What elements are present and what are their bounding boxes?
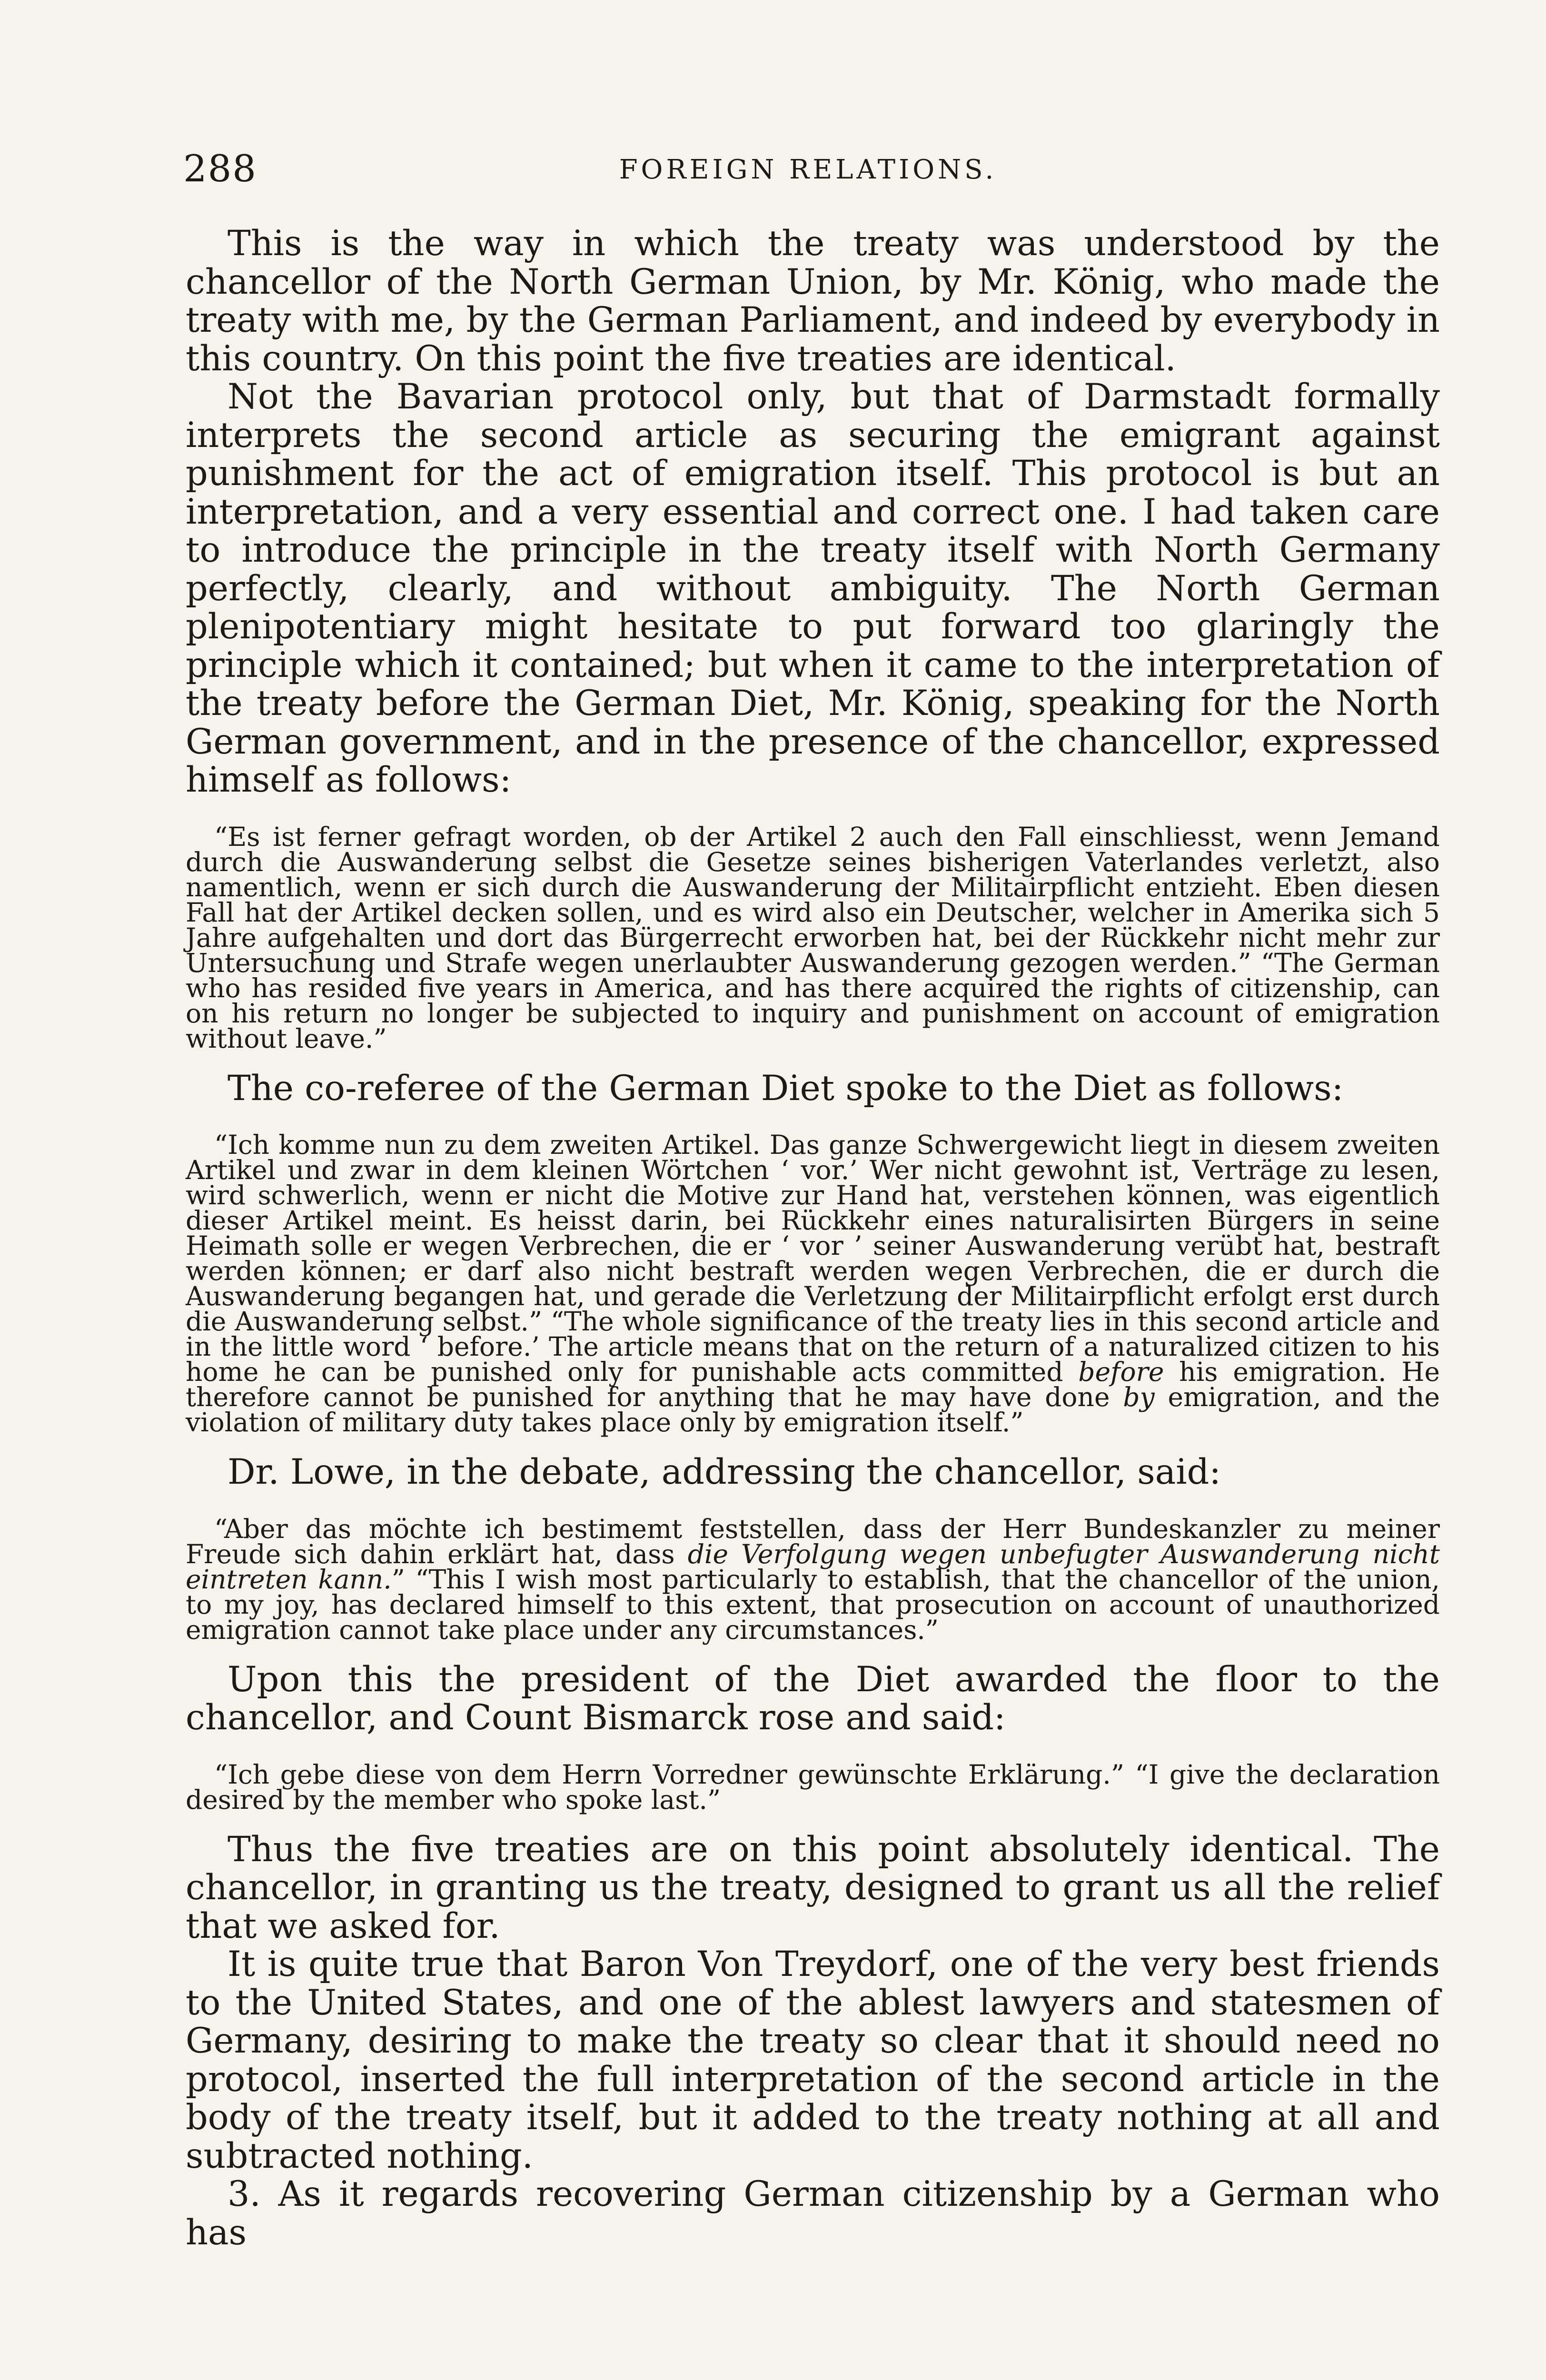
- paragraph-treaty-understood: This is the way in which the treaty was understood by the chancellor of the North German Union, by Mr. König, who made the treaty with me, by the German Parliament, and indeed by everybody in this country. On this point the five treaties are identical.: [186, 223, 1440, 379]
- paragraph-co-referee: The co-referee of the German Diet spoke to the Diet as follows:: [228, 1068, 1344, 1109]
- quote-dr-lowe: “Aber das möchte ich bestimemt feststellen, dass der Herr Bundeskanzler zu meiner Freude sich dahin erklärt hat, dass die Verfolgung wegen unbefugter Auswanderung nicht eintreten kann.” “This I wish most particularly to establish, that the chancellor of the union, to my joy, has declared himself to this extent, that prosecution on account of unauthorized emigration cannot take place under any circumstances.”: [186, 1513, 1440, 1645]
- page-number: 288: [183, 148, 257, 190]
- page-header: [183, 148, 1433, 190]
- paragraph-bavarian-protocol: Not the Bavarian protocol only, but that of Darmstadt formally interprets the second article as securing the emigrant against punishment for the act of emigration itself. This protocol is but an interpretation, and a very essential and correct one. I had taken care to introduce the principle in the treaty itself with North Germany perfectly, clearly, and without ambiguity. The North German plenipotentiary might hesitate to put forward too glaringly the principle which it contained; but when it came to the interpretation of the treaty before the German Diet, Mr. König, speaking for the North German government, and in the presence of the chancellor, expressed himself as follows:: [186, 377, 1440, 800]
- quote-konig: “Es ist ferner gefragt worden, ob der Artikel 2 auch den Fall einschliesst, wenn Jemand durch die Auswanderung selbst die Gesetze seines bisherigen Vaterlandes verletzt, also namentlich, wenn er sich durch die Auswanderung der Militairpflicht entzieht. Eben diesen Fall hat der Artikel decken sollen, und es wird also ein Deutscher, welcher in Amerika sich 5 Jahre aufgehalten und dort das Bürgerrecht erworben hat, bei der Rückkehr nicht mehr zur Untersuchung und Strafe wegen unerlaubter Auswanderung gezogen werden.” “The German who has resided five years in America, and has there acquired the rights of citizenship, can on his return no longer be subjected to inquiry and punishment on account of emigration without leave.”: [186, 821, 1440, 1054]
- quote-co-referee: “Ich komme nun zu dem zweiten Artikel. Das ganze Schwergewicht liegt in diesem zweiten Artikel und zwar in dem kleinen Wörtchen ‘ vor.’ Wer nicht gewohnt ist, Verträge zu lesen, wird schwerlich, wenn er nicht die Motive zur Hand hat, verstehen können, was eigentlich dieser Artikel meint. Es heisst darin, bei Rückkehr eines naturalisirten Bürgers in seine Heimath solle er wegen Verbrechen, die er ‘ vor ’ seiner Auswanderung verübt hat, bestraft werden können; er darf also nicht bestraft werden wegen Verbrechen, die er durch die Auswanderung begangen hat, und gerade die Verletzung der Militairpflicht erfolgt erst durch die Auswanderung selbst.” “The whole significance of the treaty lies in this second article and in the little word ‘ before.’ The article means that on the return of a naturalized citizen to his home he can be punished only for punishable acts committed before his emigration. He therefore cannot be punished for anything that he may have done by emigration, and the violation of military duty takes place only by emigration itself.”: [186, 1130, 1440, 1438]
- emphasis-verfolgung: die Verfolgung wegen unbefugter Auswanderung nicht eintreten kann.: [186, 1538, 1440, 1595]
- quote-bismarck: “Ich gebe diese von dem Herrn Vorredner gewünschte Erklärung.” “I give the declaration desired by the member who spoke last.”: [186, 1759, 1440, 1815]
- paragraph-baron-von-treydorf: It is quite true that Baron Von Treydorf, one of the very best friends to the United States, and one of the ablest lawyers and statesmen of Germany, desiring to make the treaty so clear that it should need no protocol, inserted the full interpretation of the second article in the body of the treaty itself, but it added to the treaty nothing at all and subtracted nothing.: [186, 1944, 1440, 2176]
- paragraph-president-floor: Upon this the president of the Diet awarded the floor to the chancellor, and Count Bismarck rose and said:: [186, 1659, 1440, 1738]
- emphasis-by: by: [1123, 1382, 1155, 1412]
- running-head: FOREIGN RELATIONS.: [619, 154, 997, 185]
- paragraph-recovering-citizenship: 3. As it regards recovering German citizenship by a German who has: [186, 2174, 1440, 2253]
- emphasis-before: before: [1078, 1357, 1164, 1387]
- paragraph-dr-lowe: Dr. Lowe, in the debate, addressing the chancellor, said:: [228, 1452, 1221, 1492]
- paragraph-five-treaties-identical: Thus the five treaties are on this point absolutely identical. The chancellor, in granting us the treaty, designed to grant us all the relief that we asked for.: [186, 1829, 1440, 1946]
- body-text: [186, 225, 1440, 2252]
